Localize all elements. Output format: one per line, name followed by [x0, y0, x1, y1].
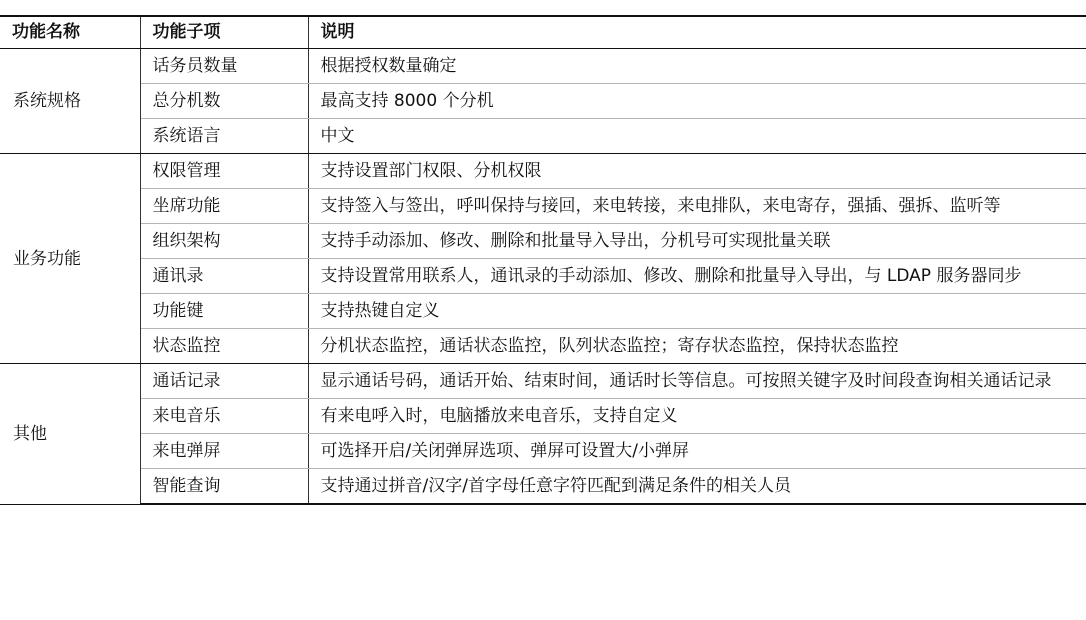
table-row — [0, 469, 1086, 505]
sub-item-cell: 总分机数 — [140, 84, 308, 119]
sub-item-cell: 通讯录 — [140, 259, 308, 294]
table-row — [0, 154, 1086, 189]
group-name: 其他 — [0, 364, 140, 505]
description-cell: 显示通话号码，通话开始、结束时间，通话时长等信息。可按照关键字及时间段查询相关通话记录 — [308, 364, 1086, 399]
description-cell: 支持设置常用联系人，通讯录的手动添加、修改、删除和批量导入导出，与 LDAP 服务器同步 — [308, 259, 1086, 294]
description-cell: 可选择开启/关闭弹屏选项、弹屏可设置大/小弹屏 — [308, 434, 1086, 469]
group-name: 系统规格 — [0, 49, 140, 154]
sub-item-cell: 功能键 — [140, 294, 308, 329]
sub-item-cell: 来电音乐 — [140, 399, 308, 434]
description-cell: 根据授权数量确定 — [308, 49, 1086, 84]
table-row — [0, 84, 1086, 119]
table-row — [0, 224, 1086, 259]
description-cell: 支持通过拼音/汉字/首字母任意字符匹配到满足条件的相关人员 — [308, 469, 1086, 505]
sub-item-cell: 系统语言 — [140, 119, 308, 154]
description-cell: 中文 — [308, 119, 1086, 154]
group-name: 业务功能 — [0, 154, 140, 364]
sub-item-cell: 权限管理 — [140, 154, 308, 189]
sub-item-cell: 状态监控 — [140, 329, 308, 364]
header-description: 说明 — [308, 16, 1086, 49]
table-row — [0, 329, 1086, 364]
feature-spec-table — [0, 15, 1086, 505]
sub-item-cell: 通话记录 — [140, 364, 308, 399]
sub-item-cell: 来电弹屏 — [140, 434, 308, 469]
table-row — [0, 259, 1086, 294]
table-row — [0, 189, 1086, 224]
table-row — [0, 49, 1086, 84]
header-sub-item: 功能子项 — [140, 16, 308, 49]
description-cell: 有来电呼入时，电脑播放来电音乐，支持自定义 — [308, 399, 1086, 434]
description-cell: 支持手动添加、修改、删除和批量导入导出，分机号可实现批量关联 — [308, 224, 1086, 259]
header-feature-name: 功能名称 — [0, 16, 140, 49]
sub-item-cell: 组织架构 — [140, 224, 308, 259]
table-row — [0, 399, 1086, 434]
table-row — [0, 434, 1086, 469]
header-row — [0, 16, 1086, 49]
sub-item-cell: 智能查询 — [140, 469, 308, 505]
description-cell: 支持设置部门权限、分机权限 — [308, 154, 1086, 189]
description-cell: 支持热键自定义 — [308, 294, 1086, 329]
description-cell: 支持签入与签出，呼叫保持与接回，来电转接，来电排队，来电寄存，强插、强拆、监听等 — [308, 189, 1086, 224]
table-row — [0, 119, 1086, 154]
table-row — [0, 364, 1086, 399]
description-cell: 分机状态监控，通话状态监控，队列状态监控；寄存状态监控，保持状态监控 — [308, 329, 1086, 364]
table-row — [0, 294, 1086, 329]
sub-item-cell: 话务员数量 — [140, 49, 308, 84]
sub-item-cell: 坐席功能 — [140, 189, 308, 224]
description-cell: 最高支持 8000 个分机 — [308, 84, 1086, 119]
